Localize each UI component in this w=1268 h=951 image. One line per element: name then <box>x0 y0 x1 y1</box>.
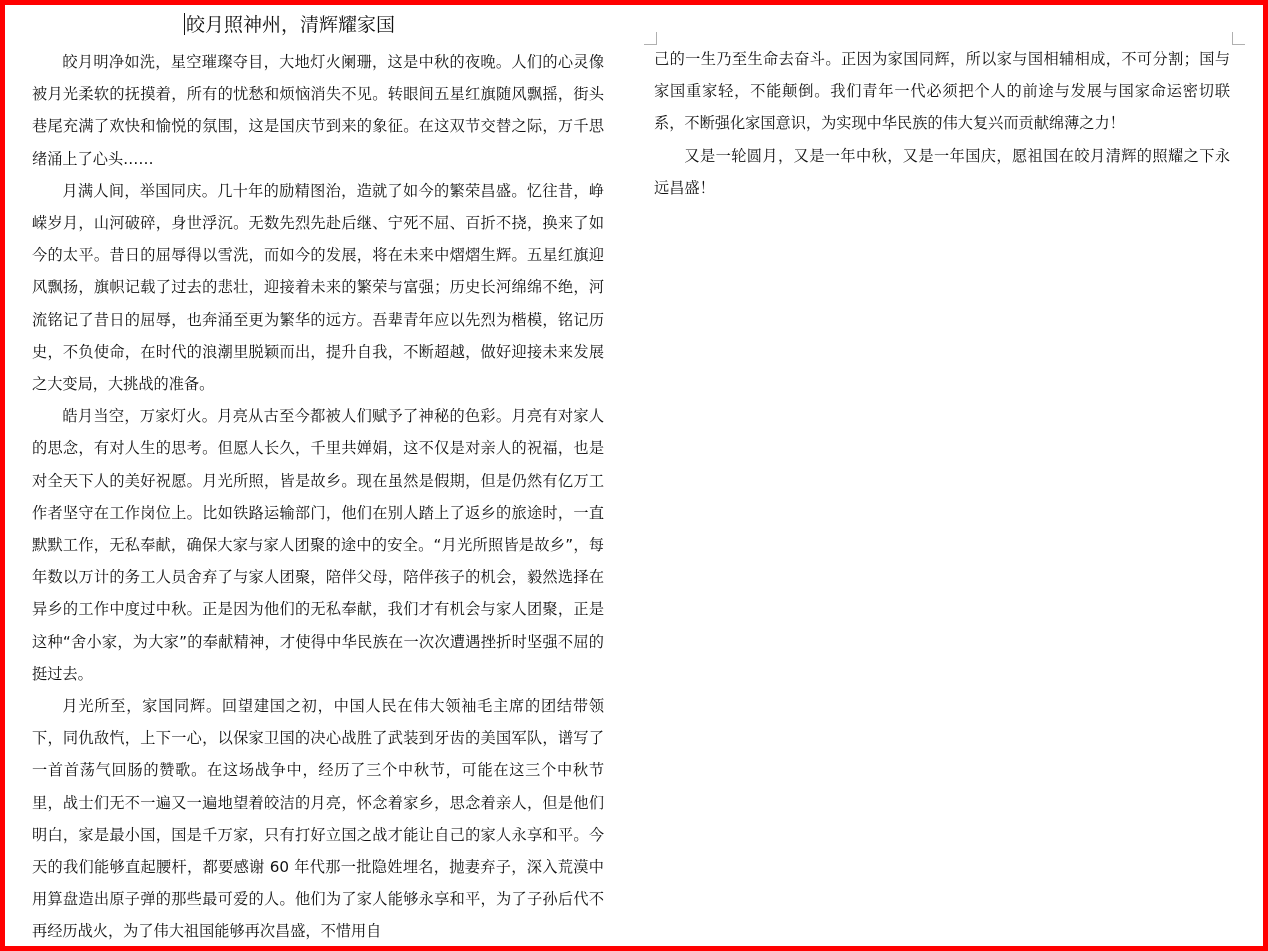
left-page-body[interactable] <box>32 46 604 948</box>
text-cursor <box>184 13 185 35</box>
paragraph-4[interactable]: 月光所至，家国同辉。回望建国之初，中国人民在伟大领袖毛主席的团结带领下，同仇敌忾，上下一心，以保家卫国的决心战胜了武装到牙齿的美国军队，谱写了一首首荡气回肠的赞歌。在这场战争中，经历了三个中秋节，可能在这三个中秋节里，战士们无不一遍又一遍地望着皎洁的月亮，怀念着家乡，思念着亲人，但是他们明白，家是最小国，国是千万家，只有打好立国之战才能让自己的家人永享和平。今天的我们能够直起腰杆，都要感谢 60 年代那一批隐姓埋名，抛妻弃子，深入荒漠中用算盘造出原子弹的那些最可爱的人。他们为了家人能够永享和平，为了子孙后代不再经历战火，为了伟大祖国能够再次昌盛，不惜用自 <box>32 697 604 941</box>
paragraph-2[interactable]: 月满人间，举国同庆。几十年的励精图治，造就了如今的繁荣昌盛。忆往昔，峥嵘岁月，山河破碎，身世浮沉。无数先烈先赴后继、宁死不屈、百折不挠，换来了如今的太平。昔日的屈辱得以雪洗，而如今的发展，将在未来中熠熠生辉。五星红旗迎风飘扬，旗帜记载了过去的悲壮，迎接着未来的繁荣与富强；历史长河绵绵不绝，河流铭记了昔日的屈辱，也奔涌至更为繁华的远方。吾辈青年应以先烈为楷模，铭记历史，不负使命，在时代的浪潮里脱颖而出，提升自我，不断超越，做好迎接未来发展之大变局，大挑战的准备。 <box>32 181 604 394</box>
document-title[interactable]: 皎月照神州，清辉耀家国 <box>186 14 396 36</box>
paragraph-3[interactable]: 皓月当空，万家灯火。月亮从古至今都被人们赋予了神秘的色彩。月亮有对家人的思念，有对人生的思考。但愿人长久，千里共婵娟，这不仅是对亲人的祝福，也是对全天下人的美好祝愿。月光所照，皆是故乡。现在虽然是假期，但是仍然有亿万工作者坚守在工作岗位上。比如铁路运输部门，他们在别人踏上了返乡的旅途时，一直默默工作，无私奉献，确保大家与家人团聚的途中的安全。“月光所照皆是故乡”，每年数以万计的务工人员舍弃了与家人团聚，陪伴父母，陪伴孩子的机会，毅然选择在异乡的工作中度过中秋。正是因为他们的无私奉献，我们才有机会与家人团聚，正是这种“舍小家，为大家”的奉献精神，才使得中华民族在一次次遭遇挫折时坚强不屈的挺过去。 <box>32 407 604 683</box>
paragraph-1[interactable]: 皎月明净如洗，星空璀璨夺目，大地灯火阑珊，这是中秋的夜晚。人们的心灵像被月光柔软的抚摸着，所有的忧愁和烦恼消失不见。转眼间五星红旗随风飘摇，街头巷尾充满了欢快和愉悦的氛围，这是国庆节到来的象征。在这双节交替之际，万千思绪涌上了心头…… <box>32 53 604 168</box>
paragraph-4-continued[interactable]: 己的一生乃至生命去奋斗。正因为家国同辉，所以家与国相辅相成，不可分割；国与家国重家轻，不能颠倒。我们青年一代必须把个人的前途与发展与国家命运密切联系，不断强化家国意识，为实现中华民族的伟大复兴而贡献绵薄之力！ <box>654 50 1230 133</box>
crop-mark-top-right <box>1232 32 1245 45</box>
right-page <box>654 0 1230 951</box>
left-page <box>32 0 604 951</box>
paragraph-5[interactable]: 又是一轮圆月，又是一年中秋，又是一年国庆，愿祖国在皎月清辉的照耀之下永远昌盛！ <box>654 146 1230 197</box>
right-page-body[interactable] <box>654 43 1230 204</box>
